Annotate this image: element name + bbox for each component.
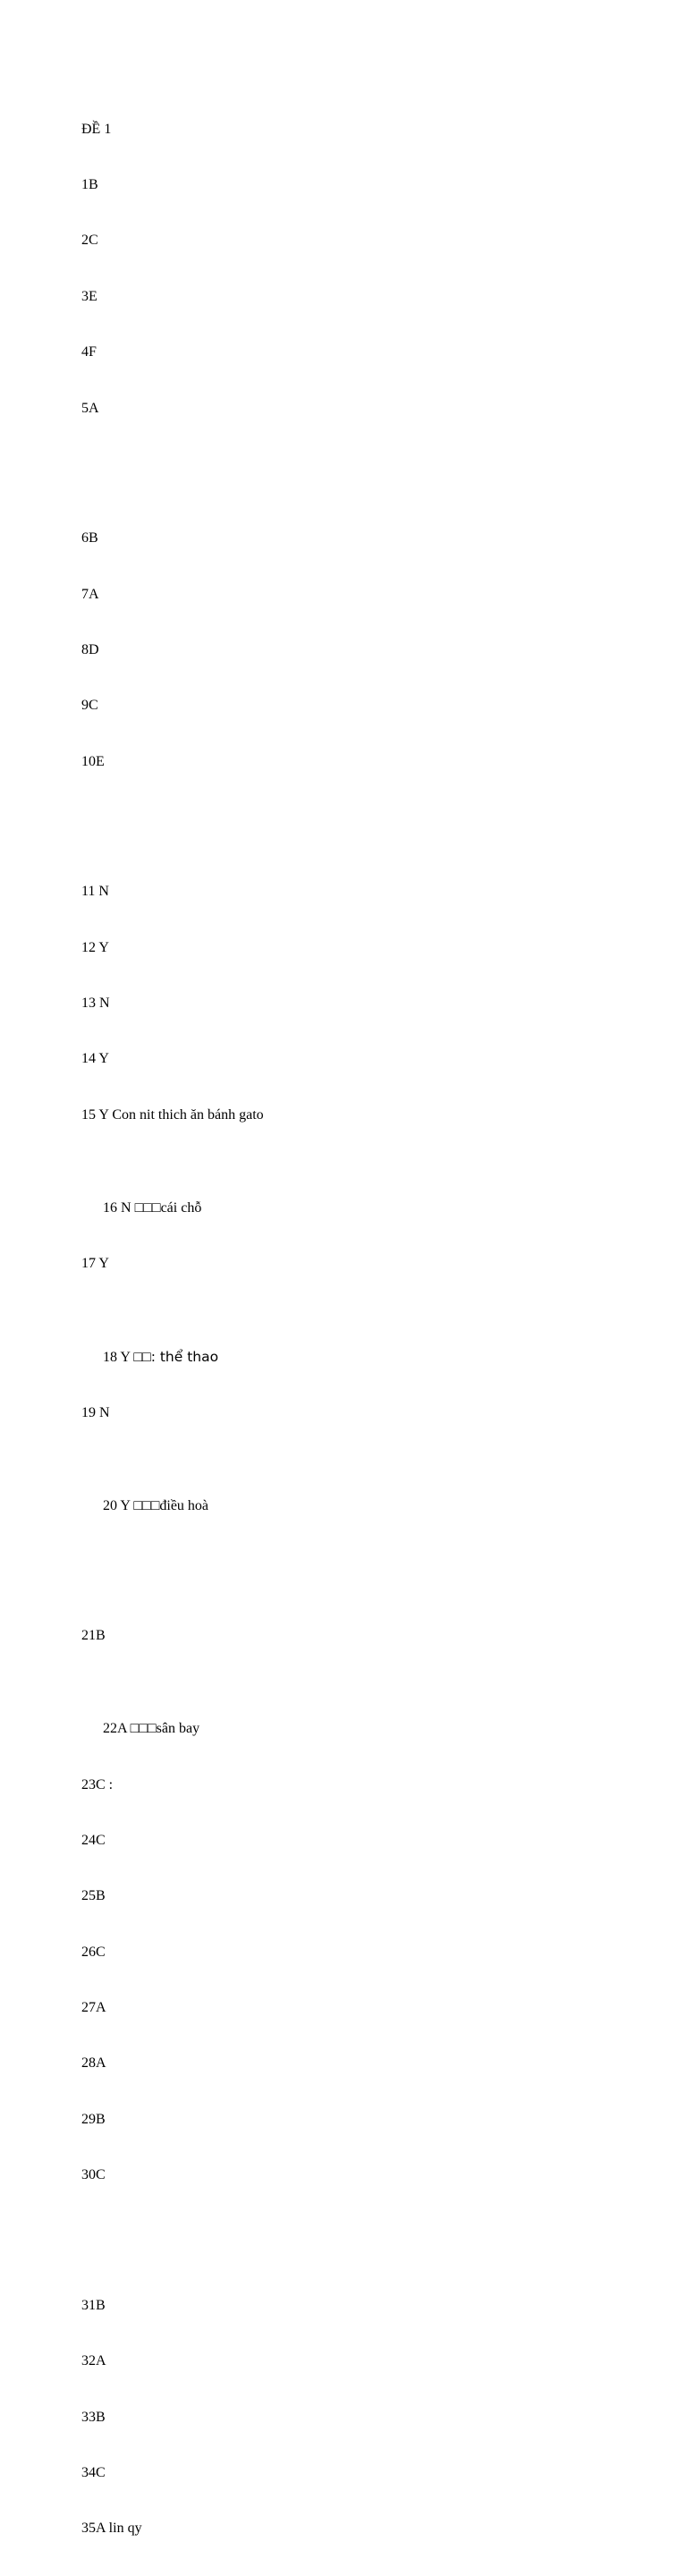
answer-line-14: 14 Y [81,1051,109,1067]
answer-line-12: 12 Y [81,939,109,955]
note-16: cái chỗ [160,1199,202,1216]
answer-line-35: 35A lin qy [81,2521,142,2537]
answer-line-29: 29B [81,2111,106,2127]
answer-line-2: 2C [81,233,98,249]
answer-line-8: 8D [81,641,99,657]
answer-line-31: 31B [81,2297,106,2313]
answer-prefix-22: 22A [103,1721,131,1737]
blank-line [81,809,264,827]
answer-line-33: 33B [81,2409,106,2425]
note-20: điều hoà [159,1497,209,1513]
answer-line-34: 34C [81,2465,106,2480]
note-18: : thể thao [150,1349,219,1366]
answer-line-32: 32A [81,2353,106,2369]
answer-line-6: 6B [81,530,98,547]
answer-line-28: 28A [81,2055,106,2072]
answer-line-20 [81,1479,264,1513]
answer-line-24: 24C [81,1832,106,1848]
answer-line-9: 9C [81,698,98,714]
answer-line-10: 10E [81,753,105,769]
answer-prefix-16: 16 N [103,1199,135,1216]
blank-line [81,455,264,474]
answer-line-4: 4F [81,344,97,360]
placeholder-glyphs-18: □□ [133,1350,151,1366]
answer-line-18 [81,1329,264,1366]
answer-line-3: 3E [81,288,98,304]
answer-line-15: 15 Y Con nit thich ăn bánh gato [81,1106,264,1123]
answer-line-19: 19 N [81,1404,110,1420]
answer-prefix-18: 18 Y [103,1350,134,1366]
answer-prefix-20: 20 Y [103,1497,134,1513]
answer-line-7: 7A [81,586,99,602]
blank-line [81,1553,264,1572]
answer-line-21: 21B [81,1628,106,1644]
note-22: sân bay [156,1721,200,1737]
answer-line-5: 5A [81,400,99,416]
answer-line-1: 1B [81,176,98,192]
document-title: ĐỀ 1 [81,121,112,137]
blank-line [81,2223,264,2241]
answer-line-16 [81,1181,264,1216]
answer-line-26: 26C [81,1944,106,1960]
answer-line-13: 13 N [81,996,110,1012]
placeholder-glyphs-22: □□□ [130,1721,157,1737]
answer-line-30: 30C [81,2167,106,2183]
answer-line-22 [81,1701,264,1737]
answer-line-23: 23C : [81,1776,114,1792]
answer-line-17: 17 Y [81,1256,109,1272]
placeholder-glyphs-20: □□□ [133,1497,160,1513]
answer-line-25: 25B [81,1888,106,1904]
answer-line-27: 27A [81,2000,106,2016]
placeholder-glyphs-16: □□□ [134,1199,161,1216]
answer-line-11: 11 N [81,884,109,900]
answer-key-text [81,83,264,2576]
